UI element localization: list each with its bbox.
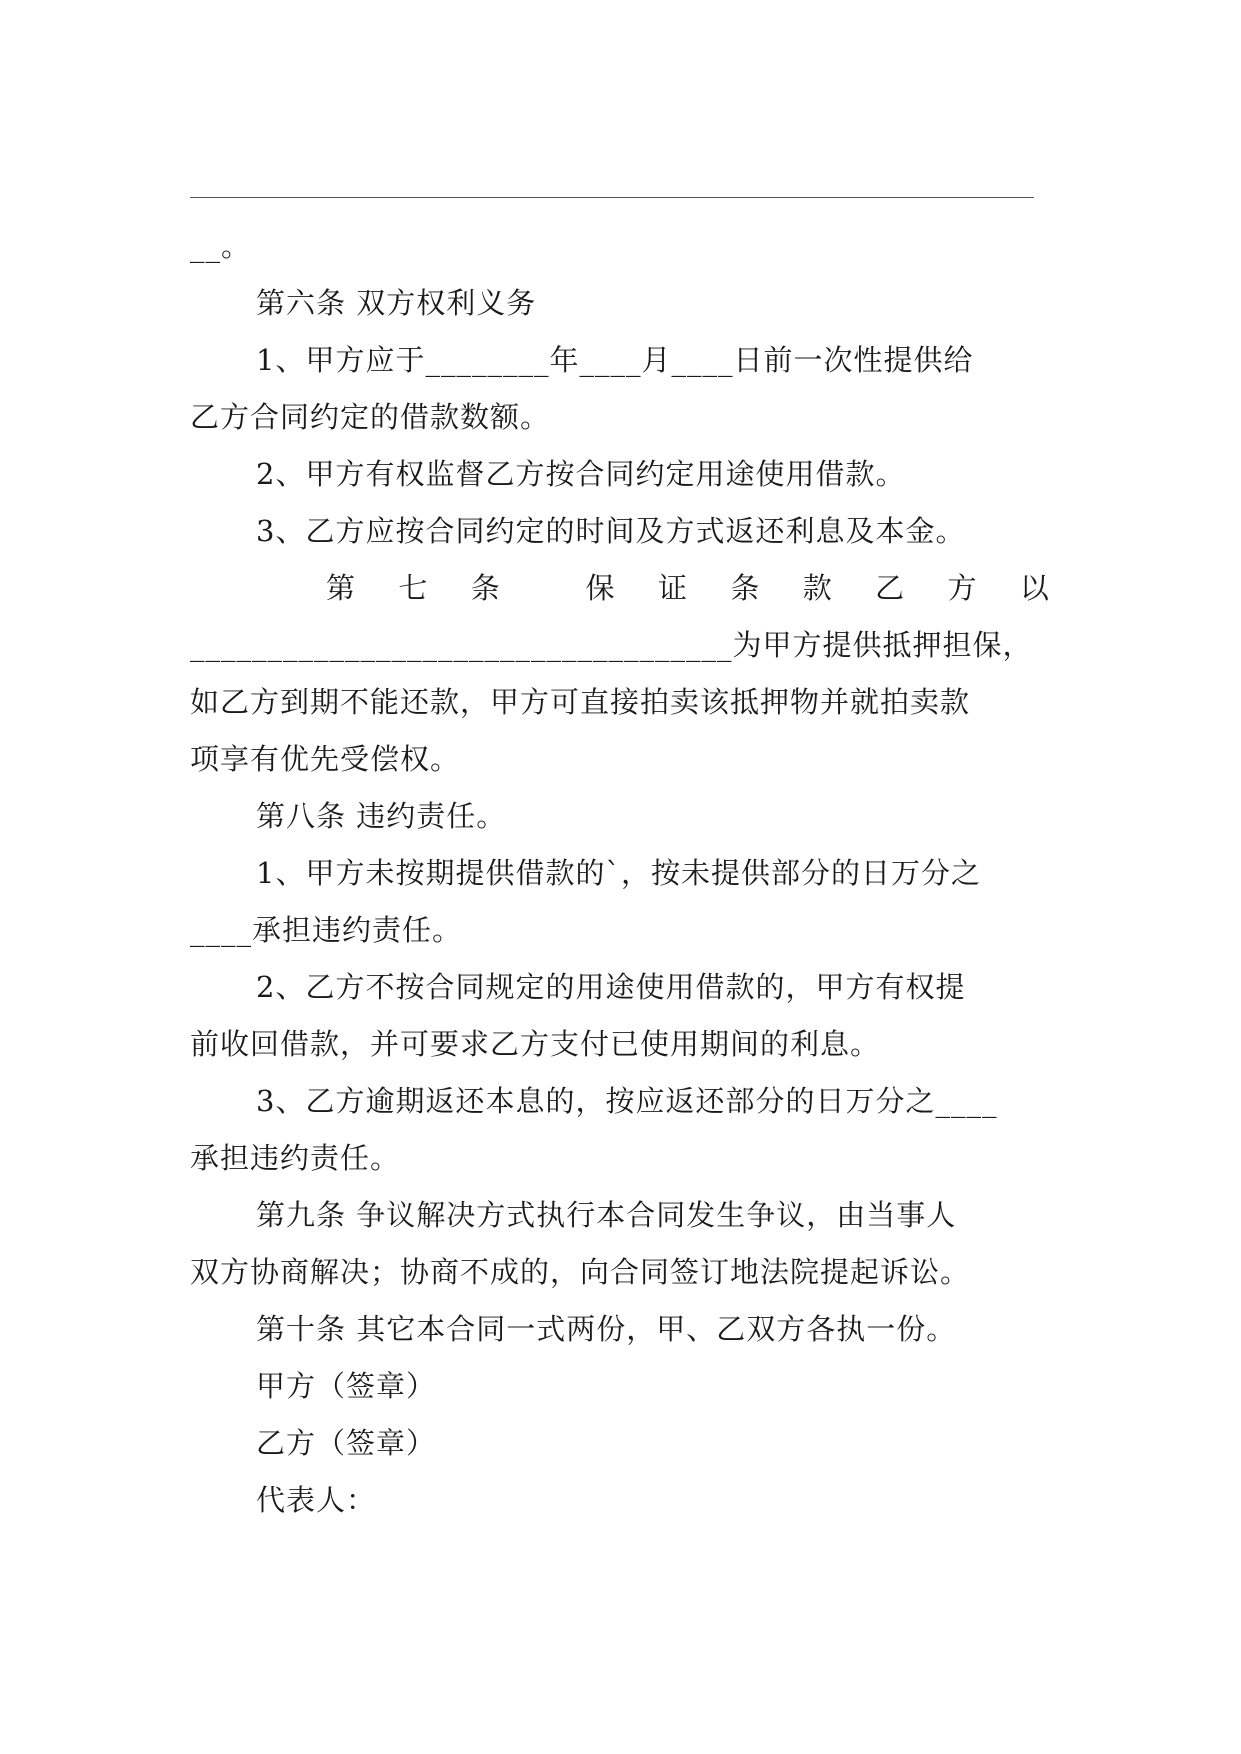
article-7-char: 保 [585,571,616,605]
article-7-char: 以 [1019,571,1050,605]
article-6-item-2: 2、甲方有权监督乙方按合同约定用途使用借款。 [256,457,906,491]
article-7-char: 条 [730,571,761,605]
article-7-char: 证 [657,571,688,605]
article-7-char: 款 [802,571,833,605]
article-8-item-2-line-1: 2、乙方不按合同规定的用途使用借款的，甲方有权提 [256,970,966,1004]
representative-label: 代表人： [256,1483,377,1517]
party-b-signature: 乙方（签章） [256,1426,437,1460]
article-7-char: 条 [470,571,501,605]
article-8-item-3-line-2: 承担违约责任。 [190,1141,401,1175]
article-9-line-2: 双方协商解决；协商不成的，向合同签订地法院提起诉讼。 [190,1255,971,1289]
article-7-char: 七 [398,571,429,605]
article-7-line-2: ___________________________________为甲方提供抵押担保， [190,628,1033,662]
article-7-line-3: 如乙方到期不能还款，甲方可直接拍卖该抵押物并就拍卖款 [190,685,971,719]
article-7-char: 方 [947,571,978,605]
article-7-line-4: 项享有优先受偿权。 [190,742,461,776]
article-6-item-1-line-2: 乙方合同约定的借款数额。 [190,400,551,434]
party-a-signature: 甲方（签章） [256,1369,437,1403]
article-8-title: 第八条 违约责任。 [256,799,507,833]
article-7-title-line [326,568,1050,608]
blank-fill-rule [190,197,1034,198]
article-8-item-2-line-2: 前收回借款，并可要求乙方支付已使用期间的利息。 [190,1027,881,1061]
article-8-item-3-line-1: 3、乙方逾期返还本息的，按应返还部分的日万分之____ [256,1084,998,1118]
article-6-title: 第六条 双方权利义务 [256,286,537,320]
continuation-line: __。 [190,229,252,263]
article-8-item-1-line-1: 1、甲方未按期提供借款的`，按未提供部分的日万分之 [256,856,981,890]
article-7-char: 乙 [875,571,906,605]
article-7-char: 第 [326,571,357,605]
article-8-item-1-line-2: ____承担违约责任。 [190,913,463,947]
article-10: 第十条 其它本合同一式两份，甲、乙双方各执一份。 [256,1312,957,1346]
article-6-item-3: 3、乙方应按合同约定的时间及方式返还利息及本金。 [256,514,966,548]
article-9-line-1: 第九条 争议解决方式执行本合同发生争议，由当事人 [256,1198,957,1232]
article-6-item-1-line-1: 1、甲方应于________年____月____日前一次性提供给 [256,343,974,377]
